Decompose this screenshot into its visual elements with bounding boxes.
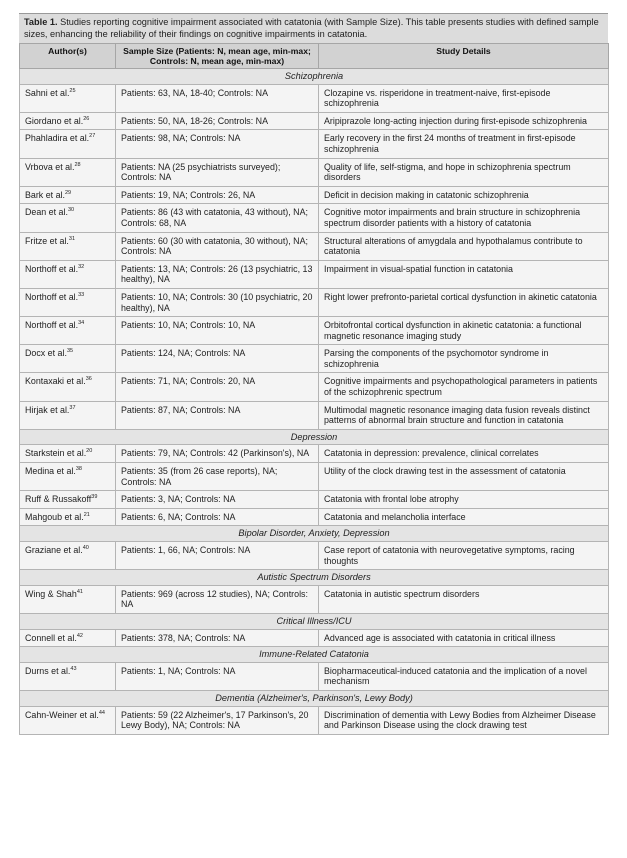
- author-name: Ruff & Russakoff: [25, 494, 92, 505]
- author-name: Phahladira et al.: [25, 133, 90, 144]
- sample-size-cell: Patients: 87, NA; Controls: NA: [116, 401, 319, 429]
- reference-number: 26: [83, 115, 90, 122]
- header-study-details: Study Details: [319, 44, 609, 69]
- reference-number: 38: [75, 466, 82, 473]
- author-name: Hirjak et al.: [25, 404, 70, 415]
- table-row: [20, 662, 609, 690]
- sample-size-cell: Patients: 59 (22 Alzheimer's, 17 Parkinson's, 20 Lewy Body), NA; Controls: NA: [116, 706, 319, 734]
- reference-number: 28: [74, 161, 81, 168]
- sample-size-cell: Patients: 60 (30 with catatonia, 30 without), NA; Controls: NA: [116, 232, 319, 260]
- sample-size-cell: Patients: 50, NA, 18-26; Controls: NA: [116, 112, 319, 130]
- author-name: Northoff et al.: [25, 320, 79, 331]
- author-cell: [20, 158, 116, 186]
- author-cell: [20, 373, 116, 401]
- author-cell: [20, 260, 116, 288]
- table-row: [20, 232, 609, 260]
- section-title: Autistic Spectrum Disorders: [20, 570, 609, 586]
- author-name: Medina et al.: [25, 466, 76, 477]
- reference-number: 36: [85, 376, 92, 383]
- sample-size-cell: Patients: 71, NA; Controls: 20, NA: [116, 373, 319, 401]
- section-row: [20, 429, 609, 445]
- author-cell: [20, 542, 116, 570]
- table-row: [20, 585, 609, 613]
- author-name: Mahgoub et al.: [25, 511, 84, 522]
- section-title: Depression: [20, 429, 609, 445]
- section-row: [20, 570, 609, 586]
- reference-number: 33: [78, 291, 85, 298]
- author-cell: [20, 204, 116, 232]
- study-details-cell: Quality of life, self-stigma, and hope in schizophrenia spectrum disorders: [319, 158, 609, 186]
- author-name: Giordano et al.: [25, 115, 84, 126]
- reference-number: 20: [86, 448, 93, 455]
- author-name: Dean et al.: [25, 207, 68, 218]
- author-name: Fritze et al.: [25, 235, 69, 246]
- author-cell: [20, 84, 116, 112]
- table-row: [20, 373, 609, 401]
- author-cell: [20, 629, 116, 647]
- author-name: Wing & Shah: [25, 588, 77, 599]
- sample-size-cell: Patients: 86 (43 with catatonia, 43 without), NA; Controls: 68, NA: [116, 204, 319, 232]
- sample-size-cell: Patients: 1, NA; Controls: NA: [116, 662, 319, 690]
- header-sample-size: Sample Size (Patients: N, mean age, min-max; Controls: N, mean age, min-max): [116, 44, 319, 69]
- author-cell: [20, 186, 116, 204]
- author-name: Graziane et al.: [25, 545, 83, 555]
- sample-size-cell: Patients: 124, NA; Controls: NA: [116, 345, 319, 373]
- study-details-cell: Early recovery in the first 24 months of treatment in first-episode schizophrenia: [319, 130, 609, 158]
- study-details-cell: Case report of catatonia with neurovegetative symptoms, racing thoughts: [319, 542, 609, 570]
- author-cell: [20, 706, 116, 734]
- study-details-cell: Orbitofrontal cortical dysfunction in akinetic catatonia: a functional magnetic resonance imaging study: [319, 317, 609, 345]
- author-name: Sahni et al.: [25, 87, 70, 98]
- study-details-cell: Advanced age is associated with catatonia in critical illness: [319, 629, 609, 647]
- study-details-cell: Catatonia with frontal lobe atrophy: [319, 491, 609, 509]
- table-row: [20, 445, 609, 463]
- author-name: Cahn-Weiner et al.: [25, 709, 99, 720]
- reference-number: 40: [82, 545, 89, 551]
- study-details-cell: Multimodal magnetic resonance imaging data fusion reveals distinct patterns of abnormal brain structure and function in catatonia: [319, 401, 609, 429]
- study-details-cell: Catatonia in depression: prevalence, clinical correlates: [319, 445, 609, 463]
- table-row: [20, 463, 609, 491]
- table-row: [20, 491, 609, 509]
- study-details-cell: Right lower prefronto-parietal cortical dysfunction in akinetic catatonia: [319, 288, 609, 316]
- section-title: Dementia (Alzheimer's, Parkinson's, Lewy Body): [20, 690, 609, 706]
- studies-table: [19, 43, 609, 735]
- table-caption-label: Table 1.: [24, 17, 58, 27]
- study-details-cell: Impairment in visual-spatial function in catatonia: [319, 260, 609, 288]
- section-row: [20, 69, 609, 85]
- study-details-cell: Cognitive motor impairments and brain structure in schizophrenia spectrum disorder patients with a history of catatonia: [319, 204, 609, 232]
- author-cell: [20, 585, 116, 613]
- author-cell: [20, 508, 116, 526]
- table-row: [20, 204, 609, 232]
- section-title: Bipolar Disorder, Anxiety, Depression: [20, 526, 609, 542]
- sample-size-cell: Patients: 79, NA; Controls: 42 (Parkinson's), NA: [116, 445, 319, 463]
- sample-size-cell: Patients: 969 (across 12 studies), NA; Controls: NA: [116, 585, 319, 613]
- author-cell: [20, 112, 116, 130]
- study-details-cell: Utility of the clock drawing test in the assessment of catatonia: [319, 463, 609, 491]
- study-details-cell: Aripiprazole long-acting injection during first-episode schizophrenia: [319, 112, 609, 130]
- author-name: Northoff et al.: [25, 263, 79, 274]
- table-row: [20, 186, 609, 204]
- sample-size-cell: Patients: 63, NA, 18-40; Controls: NA: [116, 84, 319, 112]
- study-details-cell: Discrimination of dementia with Lewy Bodies from Alzheimer Disease and Parkinson Disease using the clock drawing test: [319, 706, 609, 734]
- reference-number: 21: [83, 511, 90, 518]
- author-cell: [20, 288, 116, 316]
- sample-size-cell: Patients: 10, NA; Controls: 10, NA: [116, 317, 319, 345]
- author-cell: [20, 401, 116, 429]
- study-details-cell: Cognitive impairments and psychopathological parameters in patients of the schizophrenic spectrum: [319, 373, 609, 401]
- study-details-cell: Catatonia in autistic spectrum disorders: [319, 585, 609, 613]
- author-cell: [20, 345, 116, 373]
- author-name: Northoff et al.: [25, 291, 79, 302]
- author-cell: [20, 463, 116, 491]
- study-details-cell: Catatonia and melancholia interface: [319, 508, 609, 526]
- sample-size-cell: Patients: 10, NA; Controls: 30 (10 psychiatric, 20 healthy), NA: [116, 288, 319, 316]
- table-row: [20, 542, 609, 570]
- document: [19, 13, 608, 735]
- study-details-cell: Biopharmaceutical-induced catatonia and the implication of a novel mechanism: [319, 662, 609, 690]
- author-name: Connell et al.: [25, 632, 77, 643]
- author-cell: [20, 662, 116, 690]
- section-row: [20, 526, 609, 542]
- section-row: [20, 647, 609, 663]
- author-name: Kontaxaki et al.: [25, 376, 86, 387]
- reference-number: 31: [68, 235, 76, 242]
- table-row: [20, 345, 609, 373]
- table-row: [20, 130, 609, 158]
- reference-number: 27: [89, 133, 96, 140]
- study-details-cell: Structural alterations of amygdala and hypothalamus contribute to catatonia: [319, 232, 609, 260]
- table-row: [20, 706, 609, 734]
- sample-size-cell: Patients: 35 (from 26 case reports), NA; Controls: NA: [116, 463, 319, 491]
- reference-number: 41: [76, 588, 83, 595]
- author-name: Vrbova et al.: [25, 161, 75, 172]
- sample-size-cell: Patients: 13, NA; Controls: 26 (13 psychiatric, 13 healthy), NA: [116, 260, 319, 288]
- section-title: Schizophrenia: [20, 69, 609, 85]
- sample-size-cell: Patients: 3, NA; Controls: NA: [116, 491, 319, 509]
- reference-number: 37: [69, 404, 76, 411]
- reference-number: 44: [98, 709, 105, 716]
- author-cell: [20, 232, 116, 260]
- study-details-cell: Clozapine vs. risperidone in treatment-naive, first-episode schizophrenia: [319, 84, 609, 112]
- section-title: Immune-Related Catatonia: [20, 647, 609, 663]
- table-row: [20, 317, 609, 345]
- table-row: [20, 260, 609, 288]
- sample-size-cell: Patients: 378, NA; Controls: NA: [116, 629, 319, 647]
- sample-size-cell: Patients: 19, NA; Controls: 26, NA: [116, 186, 319, 204]
- table-row: [20, 112, 609, 130]
- reference-number: 42: [76, 632, 83, 639]
- table-row: [20, 401, 609, 429]
- table-caption-text: Studies reporting cognitive impairment associated with catatonia (with Sample Size). This table presents studies with defined sample sizes, enhancing the reliability of their findings on cognitive impairments in catatonia.: [24, 17, 599, 39]
- study-details-cell: Deficit in decision making in catatonic schizophrenia: [319, 186, 609, 204]
- sample-size-cell: Patients: 1, 66, NA; Controls: NA: [116, 542, 319, 570]
- section-row: [20, 690, 609, 706]
- header-author: Author(s): [20, 44, 116, 69]
- sample-size-cell: Patients: 98, NA; Controls: NA: [116, 130, 319, 158]
- sample-size-cell: Patients: NA (25 psychiatrists surveyed); Controls: NA: [116, 158, 319, 186]
- table-caption: [19, 13, 608, 43]
- table-row: [20, 84, 609, 112]
- author-cell: [20, 491, 116, 509]
- table-body: [20, 69, 609, 735]
- section-title: Critical Illness/ICU: [20, 613, 609, 629]
- author-cell: [20, 317, 116, 345]
- sample-size-cell: Patients: 6, NA; Controls: NA: [116, 508, 319, 526]
- section-row: [20, 613, 609, 629]
- author-cell: [20, 445, 116, 463]
- table-row: [20, 288, 609, 316]
- table-row: [20, 158, 609, 186]
- author-cell: [20, 130, 116, 158]
- reference-number: 39: [91, 494, 98, 501]
- reference-number: 34: [78, 320, 85, 327]
- table-row: [20, 629, 609, 647]
- reference-number: 43: [70, 665, 77, 672]
- author-name: Starkstein et al.: [25, 448, 87, 459]
- study-details-cell: Parsing the components of the psychomotor syndrome in schizophrenia: [319, 345, 609, 373]
- author-name: Docx et al.: [25, 348, 67, 359]
- reference-number: 30: [67, 207, 75, 214]
- reference-number: 32: [78, 263, 85, 270]
- reference-number: 25: [69, 87, 76, 94]
- author-name: Durns et al.: [25, 665, 71, 676]
- author-name: Bark et al.: [25, 189, 65, 200]
- table-row: [20, 508, 609, 526]
- table-header-row: [20, 44, 609, 69]
- reference-number: 29: [64, 189, 72, 196]
- reference-number: 35: [66, 348, 74, 355]
